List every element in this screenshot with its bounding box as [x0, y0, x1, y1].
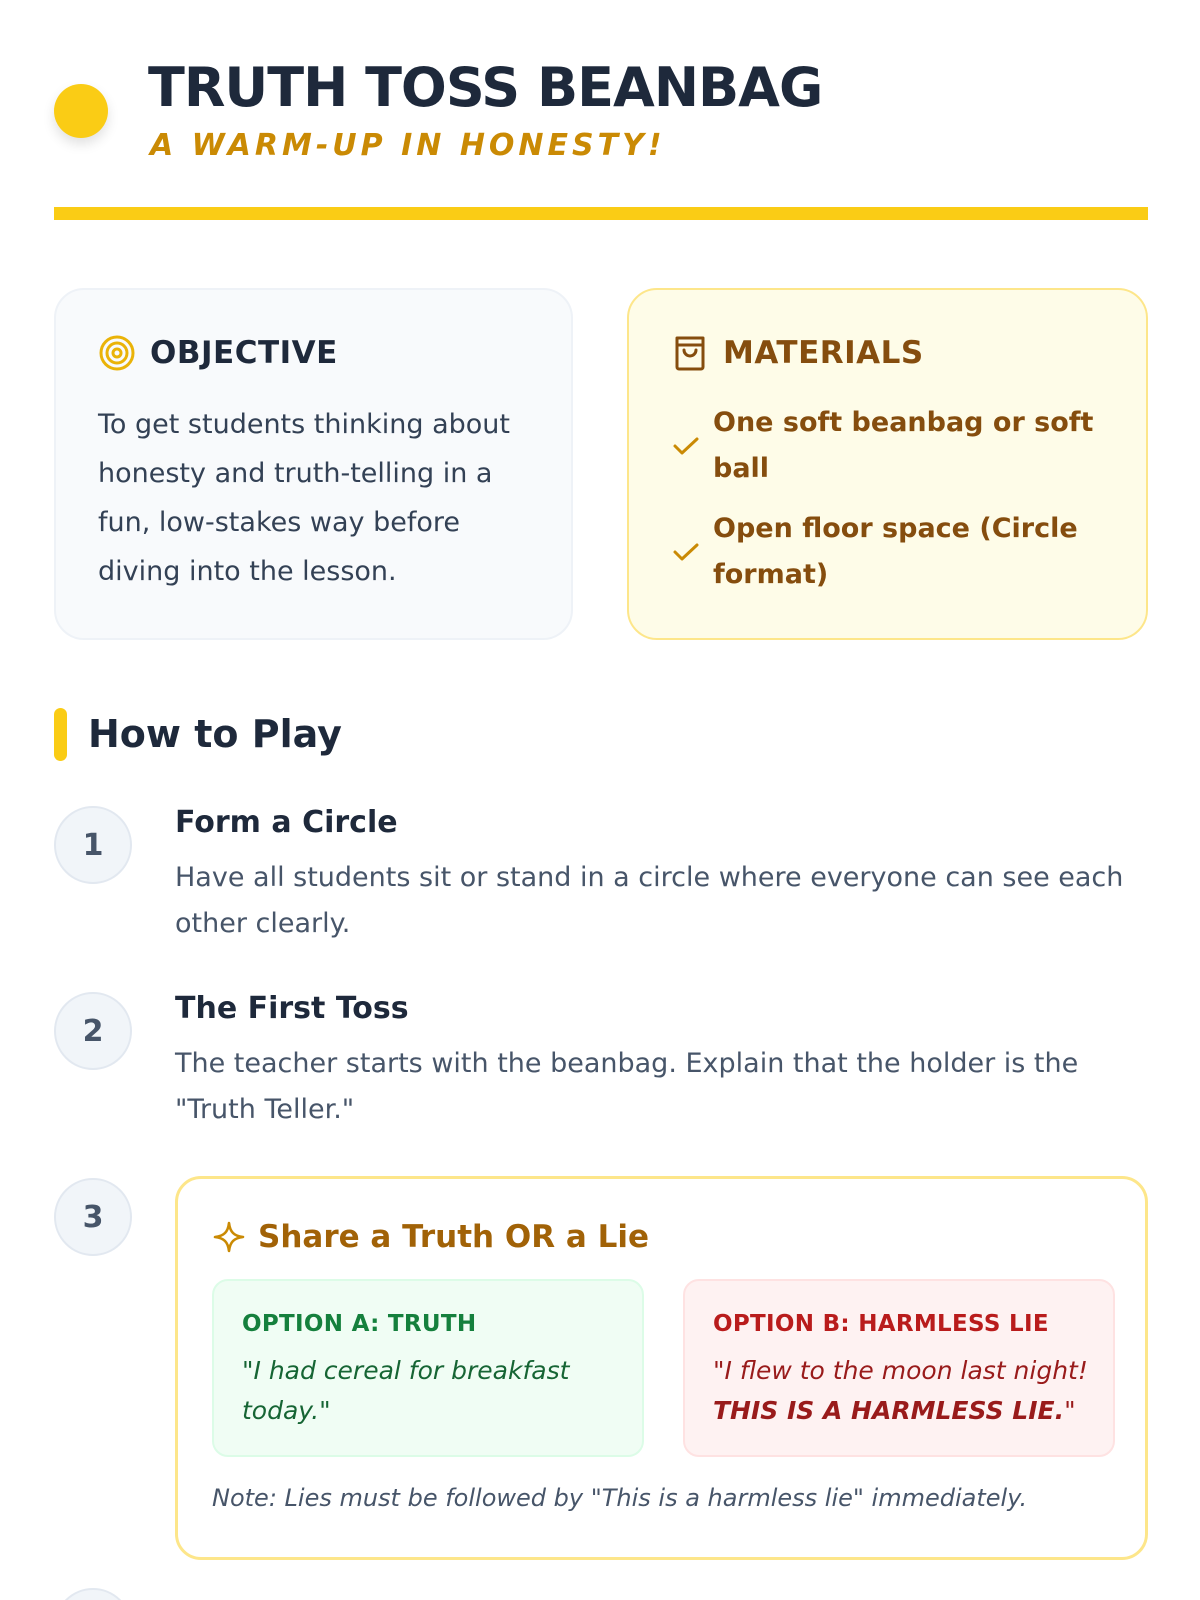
materials-card [627, 288, 1148, 640]
step-text: Have all students sit or stand in a circle where everyone can see each other clearly. [175, 862, 1124, 939]
sparkle-icon [212, 1220, 246, 1254]
objective-label: OBJECTIVE [150, 335, 338, 371]
step-number: 3 [54, 1178, 132, 1256]
step-title: Share a Truth OR a Lie [258, 1219, 650, 1255]
option-lie-card [683, 1279, 1115, 1457]
target-icon [98, 334, 136, 372]
option-b-quote-start: "I flew to the moon last night! [713, 1356, 1088, 1385]
step-number [54, 1588, 132, 1600]
check-icon [671, 435, 701, 457]
step-note: Note: Lies must be followed by "This is a harmless lie" immediately. [212, 1484, 1028, 1512]
option-b-quote [713, 1351, 1093, 1431]
step-number: 2 [54, 992, 132, 1070]
step-title: Form a Circle [175, 805, 398, 840]
step-title: The First Toss [175, 991, 409, 1026]
option-b-quote-end: " [1064, 1396, 1076, 1425]
list-item [671, 506, 1111, 598]
option-a-quote: "I had cereal for breakfast today." [242, 1356, 570, 1425]
check-icon [671, 541, 701, 563]
materials-label: MATERIALS [723, 335, 924, 371]
yellow-dot-icon [54, 84, 108, 138]
option-b-title: OPTION B: HARMLESS LIE [713, 1311, 1049, 1337]
option-a-title: OPTION A: TRUTH [242, 1311, 477, 1337]
page-title: TRUTH TOSS BEANBAG [148, 56, 823, 119]
objective-text: To get students thinking about honesty and truth-telling in a fun, low-stakes way before diving into the lesson. [98, 409, 510, 587]
step-number: 1 [54, 806, 132, 884]
section-title: How to Play [88, 712, 342, 756]
shopping-bag-icon [671, 334, 709, 372]
option-truth-card [212, 1279, 644, 1457]
material-item-text: One soft beanbag or soft ball [713, 407, 1094, 484]
step-callout-box [175, 1176, 1148, 1560]
section-accent-bar [54, 708, 67, 761]
material-item-text: Open floor space (Circle format) [713, 513, 1078, 590]
list-item [671, 400, 1111, 492]
header-divider [54, 207, 1148, 220]
page-subtitle: A WARM-UP IN HONESTY! [150, 128, 666, 163]
objective-card [54, 288, 573, 640]
option-b-quote-emphasis: THIS IS A HARMLESS LIE. [713, 1396, 1065, 1425]
step-text: The teacher starts with the beanbag. Explain that the holder is the "Truth Teller." [175, 1048, 1079, 1125]
materials-list [671, 400, 1111, 612]
